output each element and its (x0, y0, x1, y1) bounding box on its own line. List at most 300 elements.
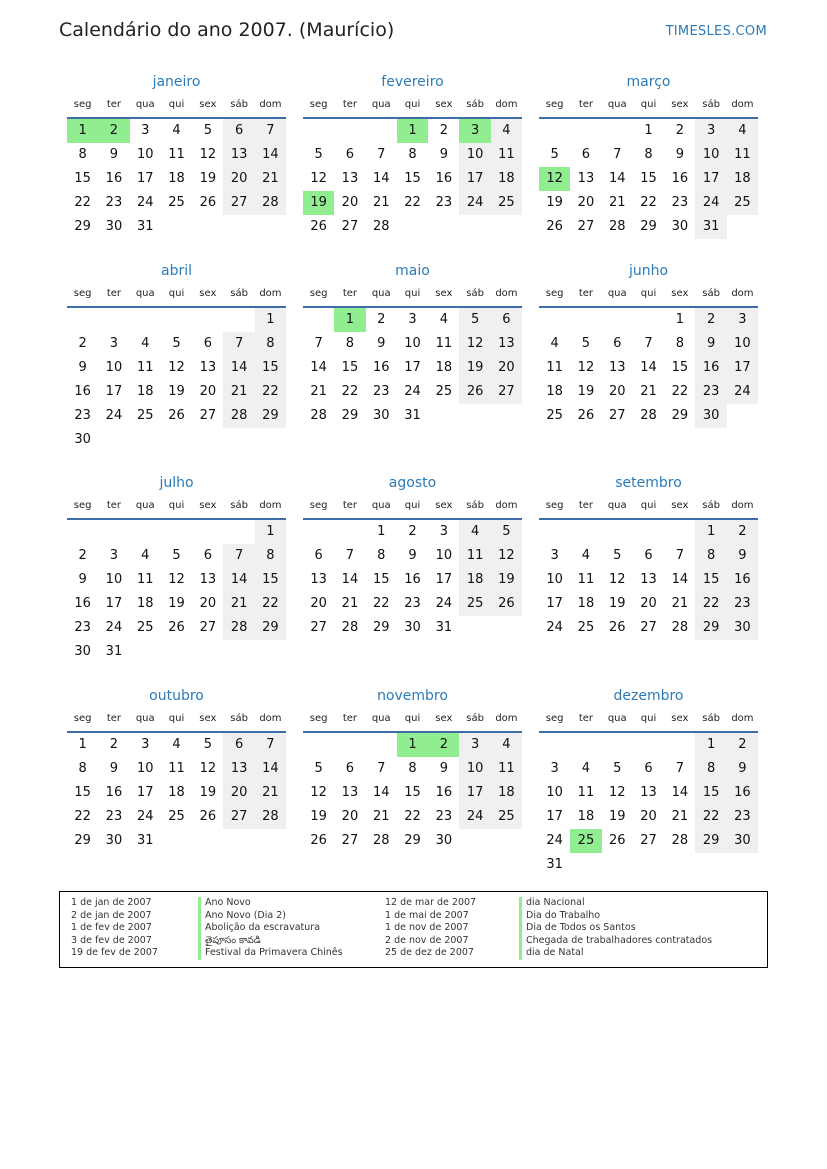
day-cell: 12 (168, 360, 185, 375)
weekday-label: dom (259, 99, 282, 110)
day-cell: 16 (435, 785, 453, 800)
day-cell: 16 (105, 171, 123, 186)
day-cell: 11 (168, 761, 185, 776)
day-cell: 18 (168, 785, 185, 800)
month-agosto (303, 472, 522, 640)
day-cell: 5 (613, 761, 622, 776)
legend-holiday: dia de Natal (519, 947, 712, 960)
day-cell: 15 (255, 568, 286, 592)
day-cell: 31 (105, 644, 123, 659)
day-cell: 3 (141, 123, 150, 138)
month-abril (67, 260, 286, 452)
empty-cell (130, 308, 161, 332)
day-cell: 31 (404, 408, 421, 423)
weekday-label: qua (371, 99, 391, 110)
legend-holiday: తైపూసం కావడి (198, 935, 343, 948)
weekday-label: qui (404, 288, 421, 299)
day-cell: 28 (255, 805, 286, 829)
day-cell: 6 (644, 548, 653, 563)
empty-cell (602, 119, 633, 143)
day-cell: 7 (644, 336, 653, 351)
day-cell: 1 (78, 737, 87, 752)
day-cell: 21 (640, 384, 657, 399)
holiday-day-cell: 2 (98, 119, 129, 143)
day-cell: 25 (168, 809, 185, 824)
weekday-label: sex (671, 713, 689, 724)
weekday-label: sáb (702, 288, 720, 299)
day-cell: 28 (341, 620, 359, 635)
day-cell: 13 (199, 360, 217, 375)
month-name: setembro (615, 475, 682, 491)
day-cell: 9 (78, 572, 87, 587)
day-cell: 11 (136, 572, 154, 587)
day-cell: 23 (695, 380, 726, 404)
day-cell: 25 (577, 620, 595, 635)
day-cell: 5 (314, 761, 323, 776)
weekday-label: seg (309, 99, 328, 110)
day-cell: 9 (109, 761, 119, 776)
weekday-label: dom (259, 288, 282, 299)
weekday-label: sáb (466, 500, 484, 511)
month-junho (539, 260, 758, 428)
weekday-header (303, 282, 522, 308)
day-cell: 12 (608, 785, 626, 800)
day-cell: 15 (74, 171, 91, 186)
empty-cell (570, 119, 601, 143)
day-cell: 3 (408, 312, 417, 327)
day-cell: 16 (727, 781, 758, 805)
day-cell: 24 (546, 833, 563, 848)
weekday-label: ter (342, 713, 358, 724)
day-cell: 6 (581, 147, 591, 162)
day-grid (67, 119, 286, 239)
day-cell: 30 (372, 408, 390, 423)
day-cell: 30 (74, 644, 91, 659)
weekday-label: dom (495, 713, 518, 724)
day-cell: 6 (491, 308, 522, 332)
day-cell: 27 (608, 408, 626, 423)
day-cell: 20 (577, 195, 595, 210)
legend-date: 1 de fev de 2007 (71, 922, 152, 933)
day-cell: 4 (727, 119, 758, 143)
day-cell: 5 (172, 336, 181, 351)
day-cell: 28 (255, 191, 286, 215)
day-cell: 22 (404, 195, 421, 210)
empty-cell (570, 308, 601, 332)
empty-cell (303, 119, 334, 143)
weekday-label: dom (731, 500, 754, 511)
empty-cell (664, 520, 695, 544)
month-março (539, 71, 758, 239)
day-cell: 19 (546, 195, 563, 210)
weekday-label: sex (671, 288, 689, 299)
day-cell: 12 (577, 360, 595, 375)
empty-cell (602, 308, 633, 332)
day-cell: 8 (377, 548, 386, 563)
day-cell: 23 (727, 805, 758, 829)
weekday-label: ter (578, 713, 594, 724)
empty-cell (570, 520, 601, 544)
day-cell: 23 (105, 195, 123, 210)
day-cell: 16 (105, 785, 123, 800)
day-cell: 5 (314, 147, 323, 162)
day-cell: 1 (255, 308, 286, 332)
weekday-label: ter (578, 500, 594, 511)
day-cell: 5 (613, 548, 622, 563)
day-cell: 10 (105, 360, 123, 375)
day-grid (303, 520, 522, 640)
weekday-label: seg (73, 500, 92, 511)
empty-cell (366, 733, 397, 757)
holiday-legend (59, 891, 768, 968)
day-cell: 27 (199, 620, 217, 635)
day-cell: 18 (491, 167, 522, 191)
day-cell: 7 (223, 544, 254, 568)
day-cell: 1 (695, 733, 726, 757)
day-cell: 7 (377, 147, 386, 162)
day-cell: 9 (675, 147, 684, 162)
weekday-label: sáb (230, 500, 248, 511)
day-cell: 15 (640, 171, 657, 186)
day-cell: 7 (613, 147, 622, 162)
day-cell: 27 (223, 191, 254, 215)
day-cell: 19 (491, 568, 522, 592)
weekday-label: seg (73, 99, 92, 110)
legend-holiday: Ano Novo (198, 897, 343, 910)
day-cell: 14 (223, 356, 254, 380)
day-cell: 27 (199, 408, 217, 423)
day-cell: 18 (546, 384, 563, 399)
day-cell: 9 (408, 548, 417, 563)
weekday-label: dom (259, 500, 282, 511)
day-grid (303, 119, 522, 239)
day-cell: 8 (78, 147, 87, 162)
empty-cell (539, 520, 570, 544)
day-cell: 15 (74, 785, 91, 800)
day-cell: 12 (168, 572, 185, 587)
day-cell: 6 (345, 147, 355, 162)
day-cell: 5 (459, 308, 490, 332)
empty-cell (192, 308, 223, 332)
day-cell: 7 (675, 761, 684, 776)
day-cell: 11 (168, 147, 185, 162)
day-cell: 14 (671, 785, 689, 800)
weekday-label: seg (309, 288, 328, 299)
day-cell: 23 (727, 592, 758, 616)
weekday-label: ter (106, 99, 122, 110)
empty-cell (161, 520, 192, 544)
empty-cell (633, 733, 664, 757)
day-cell: 9 (695, 332, 726, 356)
holiday-day-cell: 2 (428, 733, 459, 757)
day-cell: 13 (341, 171, 359, 186)
day-cell: 13 (640, 572, 657, 587)
weekday-label: dom (731, 713, 754, 724)
day-cell: 4 (550, 336, 559, 351)
day-cell: 9 (78, 360, 87, 375)
day-cell: 14 (255, 757, 286, 781)
weekday-label: dom (495, 99, 518, 110)
day-cell: 14 (640, 360, 657, 375)
day-cell: 17 (546, 809, 563, 824)
day-cell: 24 (546, 620, 563, 635)
day-cell: 6 (223, 733, 254, 757)
weekday-label: qui (640, 713, 657, 724)
day-cell: 21 (255, 781, 286, 805)
weekday-header (67, 707, 286, 733)
weekday-header (303, 93, 522, 119)
day-cell: 10 (136, 147, 154, 162)
weekday-label: qui (168, 99, 185, 110)
day-cell: 24 (459, 805, 490, 829)
day-cell: 1 (695, 520, 726, 544)
day-cell: 24 (105, 408, 123, 423)
day-cell: 22 (695, 592, 726, 616)
day-cell: 8 (345, 336, 355, 351)
day-cell: 19 (199, 785, 217, 800)
day-cell: 20 (199, 384, 217, 399)
day-cell: 30 (671, 219, 689, 234)
day-cell: 1 (644, 123, 653, 138)
legend-date: 1 de nov de 2007 (385, 922, 469, 933)
weekday-label: seg (545, 288, 564, 299)
weekday-label: qua (607, 99, 627, 110)
day-cell: 12 (199, 147, 217, 162)
day-cell: 13 (341, 785, 359, 800)
day-cell: 14 (372, 785, 390, 800)
weekday-header (539, 282, 758, 308)
legend-date: 25 de dez de 2007 (385, 947, 474, 958)
day-cell: 23 (74, 408, 91, 423)
day-cell: 17 (459, 781, 490, 805)
weekday-header (303, 707, 522, 733)
day-cell: 10 (546, 785, 563, 800)
day-cell: 12 (310, 785, 327, 800)
weekday-label: dom (495, 500, 518, 511)
day-cell: 28 (671, 833, 689, 848)
day-cell: 21 (372, 195, 390, 210)
weekday-label: sex (435, 713, 453, 724)
day-grid (539, 520, 758, 640)
day-cell: 20 (223, 167, 254, 191)
holiday-day-cell: 3 (459, 119, 490, 143)
day-cell: 10 (695, 143, 726, 167)
weekday-label: sex (199, 99, 217, 110)
day-cell: 13 (577, 171, 595, 186)
day-cell: 22 (640, 195, 657, 210)
day-cell: 9 (727, 757, 758, 781)
day-cell: 16 (727, 568, 758, 592)
day-cell: 26 (199, 195, 217, 210)
legend-holiday: dia Nacional (519, 897, 712, 910)
day-cell: 30 (105, 219, 123, 234)
weekday-label: sex (671, 500, 689, 511)
day-cell: 8 (695, 757, 726, 781)
empty-cell (602, 733, 633, 757)
day-cell: 5 (203, 737, 212, 752)
day-cell: 7 (255, 119, 286, 143)
day-cell: 16 (74, 384, 91, 399)
day-cell: 29 (695, 616, 726, 640)
weekday-label: qui (404, 99, 421, 110)
day-cell: 19 (168, 384, 185, 399)
day-cell: 11 (546, 360, 563, 375)
empty-cell (366, 119, 397, 143)
day-cell: 10 (546, 572, 563, 587)
day-cell: 27 (223, 805, 254, 829)
weekday-label: qui (640, 99, 657, 110)
weekday-label: sáb (466, 99, 484, 110)
empty-cell (192, 520, 223, 544)
day-cell: 4 (491, 733, 522, 757)
day-cell: 28 (223, 616, 254, 640)
day-cell: 24 (136, 809, 154, 824)
empty-cell (303, 308, 334, 332)
month-dezembro (539, 685, 758, 877)
day-cell: 18 (491, 781, 522, 805)
weekday-label: dom (495, 288, 518, 299)
holiday-day-cell: 19 (303, 191, 334, 215)
day-cell: 22 (404, 809, 421, 824)
empty-cell (664, 733, 695, 757)
day-cell: 20 (341, 809, 359, 824)
weekday-header (539, 707, 758, 733)
day-cell: 8 (695, 544, 726, 568)
weekday-label: seg (545, 99, 564, 110)
day-cell: 15 (671, 360, 689, 375)
day-cell: 2 (439, 123, 448, 138)
empty-cell (633, 520, 664, 544)
legend-holiday: Abolição da escravatura (198, 922, 343, 935)
month-julho (67, 472, 286, 664)
weekday-label: seg (73, 288, 92, 299)
month-name: fevereiro (381, 74, 444, 90)
day-cell: 10 (136, 761, 154, 776)
empty-cell (98, 520, 129, 544)
empty-cell (539, 308, 570, 332)
weekday-label: qui (640, 288, 657, 299)
weekday-label: qua (607, 288, 627, 299)
day-cell: 23 (435, 809, 453, 824)
weekday-label: dom (731, 99, 754, 110)
weekday-label: qua (135, 713, 155, 724)
day-cell: 20 (608, 384, 626, 399)
day-cell: 18 (168, 171, 185, 186)
day-cell: 16 (671, 171, 689, 186)
weekday-label: sex (199, 288, 217, 299)
day-cell: 6 (203, 336, 212, 351)
day-cell: 3 (141, 737, 150, 752)
day-cell: 3 (109, 336, 119, 351)
legend-holiday: Festival da Primavera Chinês (198, 947, 343, 960)
day-cell: 25 (136, 408, 154, 423)
day-cell: 16 (695, 356, 726, 380)
weekday-label: ter (106, 288, 122, 299)
day-cell: 29 (671, 408, 689, 423)
day-cell: 29 (74, 833, 91, 848)
brand-link[interactable]: TIMESLES.COM (665, 24, 767, 39)
empty-cell (633, 308, 664, 332)
day-cell: 20 (640, 596, 657, 611)
day-cell: 29 (640, 219, 657, 234)
weekday-label: seg (309, 500, 328, 511)
empty-cell (223, 520, 254, 544)
day-cell: 8 (255, 544, 286, 568)
day-cell: 2 (675, 123, 684, 138)
weekday-label: qui (168, 713, 185, 724)
weekday-label: sex (435, 500, 453, 511)
day-cell: 21 (223, 592, 254, 616)
day-cell: 4 (581, 548, 591, 563)
empty-cell (303, 520, 334, 544)
day-cell: 17 (695, 167, 726, 191)
empty-cell (539, 119, 570, 143)
day-cell: 18 (577, 596, 595, 611)
day-cell: 23 (671, 195, 689, 210)
weekday-label: sex (435, 288, 453, 299)
empty-cell (98, 308, 129, 332)
day-cell: 10 (404, 336, 421, 351)
day-cell: 5 (491, 520, 522, 544)
day-cell: 2 (377, 312, 386, 327)
month-name: janeiro (152, 74, 201, 90)
day-cell: 26 (310, 833, 327, 848)
day-grid (539, 308, 758, 428)
day-cell: 8 (255, 332, 286, 356)
day-cell: 15 (341, 360, 359, 375)
weekday-label: ter (578, 288, 594, 299)
day-cell: 8 (78, 761, 87, 776)
day-cell: 16 (435, 171, 453, 186)
weekday-label: sáb (230, 288, 248, 299)
day-cell: 25 (136, 620, 154, 635)
day-cell: 6 (613, 336, 622, 351)
day-cell: 26 (310, 219, 327, 234)
day-cell: 24 (105, 620, 123, 635)
day-cell: 15 (695, 781, 726, 805)
day-cell: 22 (255, 380, 286, 404)
month-name: julho (159, 475, 194, 491)
month-janeiro (67, 71, 286, 239)
day-cell: 31 (695, 215, 726, 239)
day-cell: 25 (491, 805, 522, 829)
day-cell: 10 (459, 757, 490, 781)
day-cell: 29 (74, 219, 91, 234)
day-cell: 24 (695, 191, 726, 215)
month-fevereiro (303, 71, 522, 239)
day-cell: 14 (341, 572, 359, 587)
day-cell: 7 (223, 332, 254, 356)
day-cell: 4 (439, 312, 448, 327)
weekday-label: qui (404, 713, 421, 724)
day-cell: 20 (341, 195, 359, 210)
day-cell: 28 (640, 408, 657, 423)
empty-cell (67, 308, 98, 332)
day-cell: 14 (255, 143, 286, 167)
day-cell: 21 (310, 384, 327, 399)
day-cell: 3 (439, 524, 448, 539)
empty-cell (334, 119, 365, 143)
day-cell: 3 (550, 761, 559, 776)
weekday-label: ter (106, 713, 122, 724)
weekday-label: qua (607, 713, 627, 724)
day-cell: 22 (372, 596, 390, 611)
day-cell: 10 (727, 332, 758, 356)
weekday-label: qui (168, 500, 185, 511)
day-cell: 17 (105, 596, 123, 611)
empty-cell (67, 520, 98, 544)
day-cell: 4 (491, 119, 522, 143)
